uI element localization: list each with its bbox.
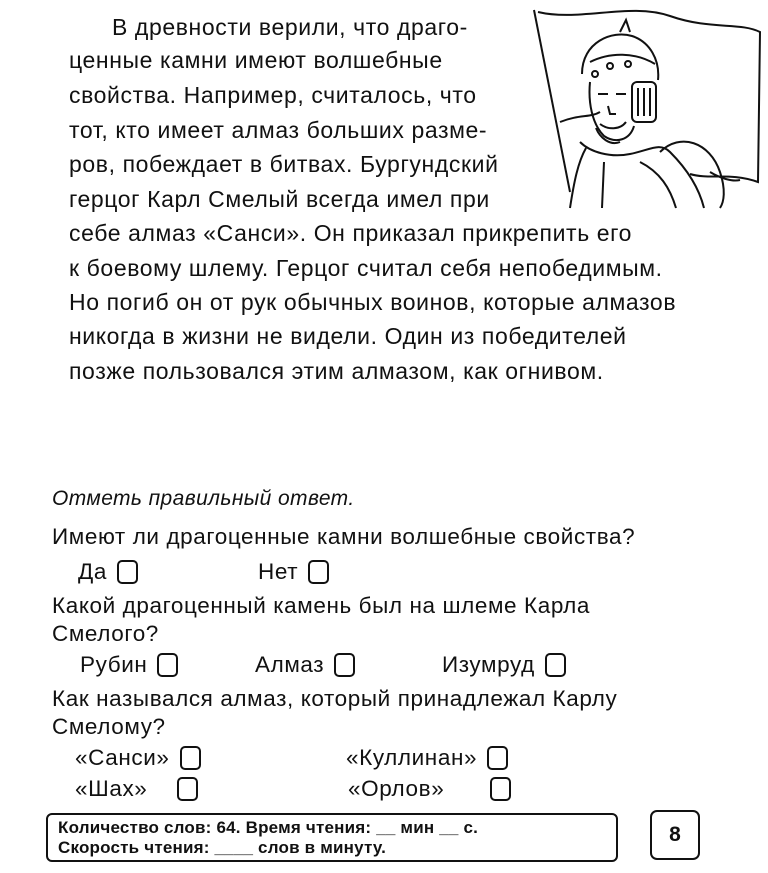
knight-illustration bbox=[520, 2, 768, 210]
word-count-line: Количество слов: 64. Время чтения: __ мин __ с. bbox=[58, 818, 479, 837]
intro-line: ценные камни имеют волшебные bbox=[69, 47, 443, 73]
intro-line: позже пользовался этим алмазом, как огнивом. bbox=[69, 358, 604, 384]
option-label: «Орлов» bbox=[348, 776, 445, 801]
checkbox[interactable] bbox=[334, 653, 355, 677]
question-2-text: Смелого? bbox=[52, 621, 159, 646]
question-1-text: Имеют ли драгоценные камни волшебные свойства? bbox=[52, 524, 636, 549]
intro-line: никогда в жизни не видели. Один из победителей bbox=[69, 323, 627, 349]
intro-line: свойства. Например, считалось, что bbox=[69, 82, 477, 108]
q2-option-almaz[interactable] bbox=[255, 652, 355, 678]
question-2-text: Какой драгоценный камень был на шлеме Карла bbox=[52, 593, 591, 618]
checkbox[interactable] bbox=[487, 746, 508, 770]
intro-line: тот, кто имеет алмаз больших разме- bbox=[69, 117, 488, 143]
checkbox[interactable] bbox=[180, 746, 201, 770]
checkbox[interactable] bbox=[117, 560, 138, 584]
checkbox[interactable] bbox=[490, 777, 511, 801]
checkbox[interactable] bbox=[177, 777, 198, 801]
intro-line: герцог Карл Смелый всегда имел при bbox=[69, 186, 490, 212]
intro-line: ров, побеждает в битвах. Бургундский bbox=[69, 151, 499, 177]
option-label: Алмаз bbox=[255, 652, 325, 677]
page-number: 8 bbox=[650, 810, 700, 860]
q3-option-shah[interactable] bbox=[75, 776, 198, 802]
q2-option-izumrud[interactable] bbox=[442, 652, 566, 678]
option-label: «Санси» bbox=[75, 745, 170, 770]
question-3-text: Как назывался алмаз, который принадлежал Карлу bbox=[52, 686, 618, 711]
checkbox[interactable] bbox=[308, 560, 329, 584]
intro-line: Но погиб он от рук обычных воинов, которые алмазов bbox=[69, 289, 677, 315]
option-label: Да bbox=[78, 559, 107, 584]
instruction: Отметь правильный ответ. bbox=[52, 487, 355, 510]
intro-line: к боевому шлему. Герцог считал себя непобедимым. bbox=[69, 255, 663, 281]
q1-option-net[interactable] bbox=[258, 559, 329, 585]
intro-line: В древности верили, что драго- bbox=[112, 14, 468, 40]
option-label: Нет bbox=[258, 559, 299, 584]
checkbox[interactable] bbox=[157, 653, 178, 677]
option-label: Изумруд bbox=[442, 652, 535, 677]
q3-option-kullinan[interactable] bbox=[346, 745, 508, 771]
q3-option-orlov[interactable] bbox=[348, 776, 511, 802]
option-label: «Шах» bbox=[75, 776, 148, 801]
q2-option-rubin[interactable] bbox=[80, 652, 178, 678]
option-label: «Куллинан» bbox=[346, 745, 478, 770]
option-label: Рубин bbox=[80, 652, 148, 677]
intro-line: себе алмаз «Санси». Он приказал прикрепить его bbox=[69, 220, 633, 246]
checkbox[interactable] bbox=[545, 653, 566, 677]
question-3-text: Смелому? bbox=[52, 714, 166, 739]
q3-option-sansi[interactable] bbox=[75, 745, 201, 771]
q1-option-da[interactable] bbox=[78, 559, 138, 585]
reading-speed-line: Скорость чтения: ____ слов в минуту. bbox=[58, 838, 387, 857]
reading-stats-box bbox=[46, 813, 618, 862]
